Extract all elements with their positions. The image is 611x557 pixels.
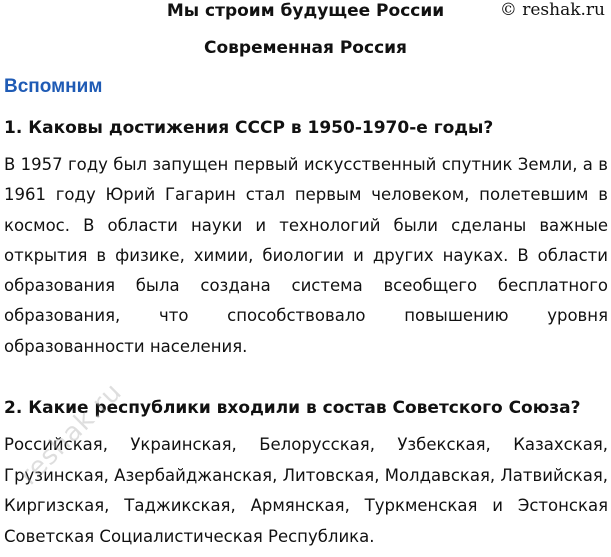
question-2: 2. Какие республики входили в состав Советского Союза? bbox=[4, 398, 581, 418]
copyright-notice: © reshak.ru bbox=[499, 0, 605, 20]
section-label: Вспомним bbox=[4, 76, 103, 97]
document-title: Мы строим будущее России bbox=[166, 1, 445, 21]
answer-2: Российская, Украинская, Белорусская, Узбекская, Казахская, Грузинская, Азербайджанская, Литовская, Молдавская, Латвийская, Киргизская, Таджикская, Армянская, Туркменская и Эстонская Советская Социалистическая Республика. bbox=[4, 435, 609, 546]
question-1: 1. Каковы достижения СССР в 1950-1970-е годы? bbox=[4, 118, 494, 138]
watermark: reshak.ru bbox=[14, 376, 129, 492]
document-subtitle: Современная Россия bbox=[204, 38, 407, 58]
answer-1: В 1957 году был запущен первый искусственный спутник Земли, а в 1961 году Юрий Гагарин стал первым человеком, полетевшим в космос. В области науки и технологий были сделаны важные открытия в физике, химии, биологии и других науках. В области образования была создана система всеобщего бесплатного образования, что способствовало повышению уровня образованности населения. bbox=[4, 155, 608, 356]
